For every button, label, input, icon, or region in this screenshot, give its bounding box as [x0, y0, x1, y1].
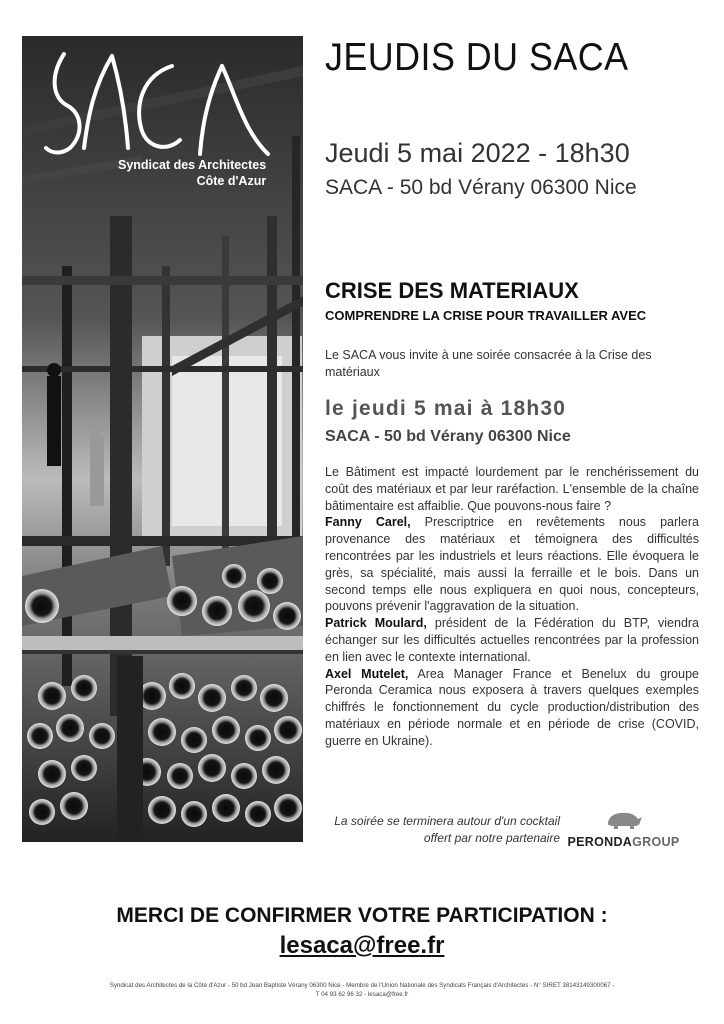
footer-line-2: T 04 93 62 96 32 - lesaca@free.fr: [315, 991, 409, 998]
scaffolding-photo: [22, 36, 303, 842]
event-date: le jeudi 5 mai à 18h30: [325, 397, 567, 420]
closing-note: La soirée se terminera autour d'un cocktail offert par notre partenaire: [334, 814, 560, 845]
page-title: JEUDIS DU SACA: [325, 36, 629, 79]
logo-line-2: Côte d'Azur: [196, 174, 267, 188]
speaker-block-2: [325, 615, 699, 665]
event-description: [325, 464, 699, 750]
speaker-text: Area Manager France et Benelux du groupe Peronda Ceramica nous exposera à travers quelques exemples chiffrés le fonctionnement du cycle production/distribution des matériaux en période normale et en période de crise (COVID, guerre en Ukraine).: [325, 666, 699, 748]
partner-logo: [561, 808, 686, 849]
speaker-block-3: [325, 666, 699, 750]
logo-text: [118, 157, 266, 189]
speaker-block-1: [325, 514, 699, 615]
event-intro: Le SACA vous invite à une soirée consacrée à la Crise des matériaux: [325, 348, 652, 379]
speaker-name: Axel Mutelet,: [325, 666, 409, 681]
event-subheading: COMPRENDRE LA CRISE POUR TRAVAILLER AVEC: [325, 308, 647, 323]
speaker-name: Fanny Carel,: [325, 515, 411, 530]
event-date-header: Jeudi 5 mai 2022 - 18h30: [325, 138, 630, 168]
footer: [60, 981, 664, 999]
confirm-heading: MERCI DE CONFIRMER VOTRE PARTICIPATION :: [116, 904, 608, 927]
event-address: SACA - 50 bd Vérany 06300 Nice: [325, 428, 571, 445]
speaker-name: Patrick Moulard,: [325, 616, 427, 631]
event-heading: CRISE DES MATERIAUX: [325, 278, 579, 303]
speaker-text: président de la Fédération du BTP, viendra échanger sur les difficultés actuelles rencontrées par la profession en lien avec le contexte international.: [325, 616, 700, 664]
partner-name-bold: PERONDA: [567, 835, 633, 849]
contact-email-link[interactable]: lesaca@free.fr: [279, 932, 445, 959]
footer-line-1: Syndicat des Architectes de la Côte d'Azur - 50 bd Jean Baptiste Vérany 06300 Nice - Membre de l'Union Nationale des Syndicats Français d'Architectes - N° SIRET 38143149300067 -: [109, 982, 615, 989]
speaker-text: Prescriptrice en revêtements nous parlera provenance des matériaux et témoignera des difficultés rencontrées par les industriels et leurs réactions. Elle évoquera le grès, sa spécialité, mais aussi la ferraille et le bois. Dans un second temps elle nous expliquera en quoi nous, concepteurs, pouvons prévenir l'aggravation de la situation.: [325, 515, 699, 614]
partner-name-light: GROUP: [632, 835, 680, 849]
description-paragraph: Le Bâtiment est impacté lourdement par le renchérissement du coût des matériaux et par leur raréfaction. L'ensemble de la chaîne bâtimentaire est affaiblie. Que pouvons-nous faire ?: [325, 465, 699, 513]
event-address-header: SACA - 50 bd Vérany 06300 Nice: [325, 176, 637, 199]
rhino-icon: [604, 808, 644, 830]
partner-name: [561, 835, 686, 849]
logo-line-1: Syndicat des Architectes: [118, 158, 267, 172]
